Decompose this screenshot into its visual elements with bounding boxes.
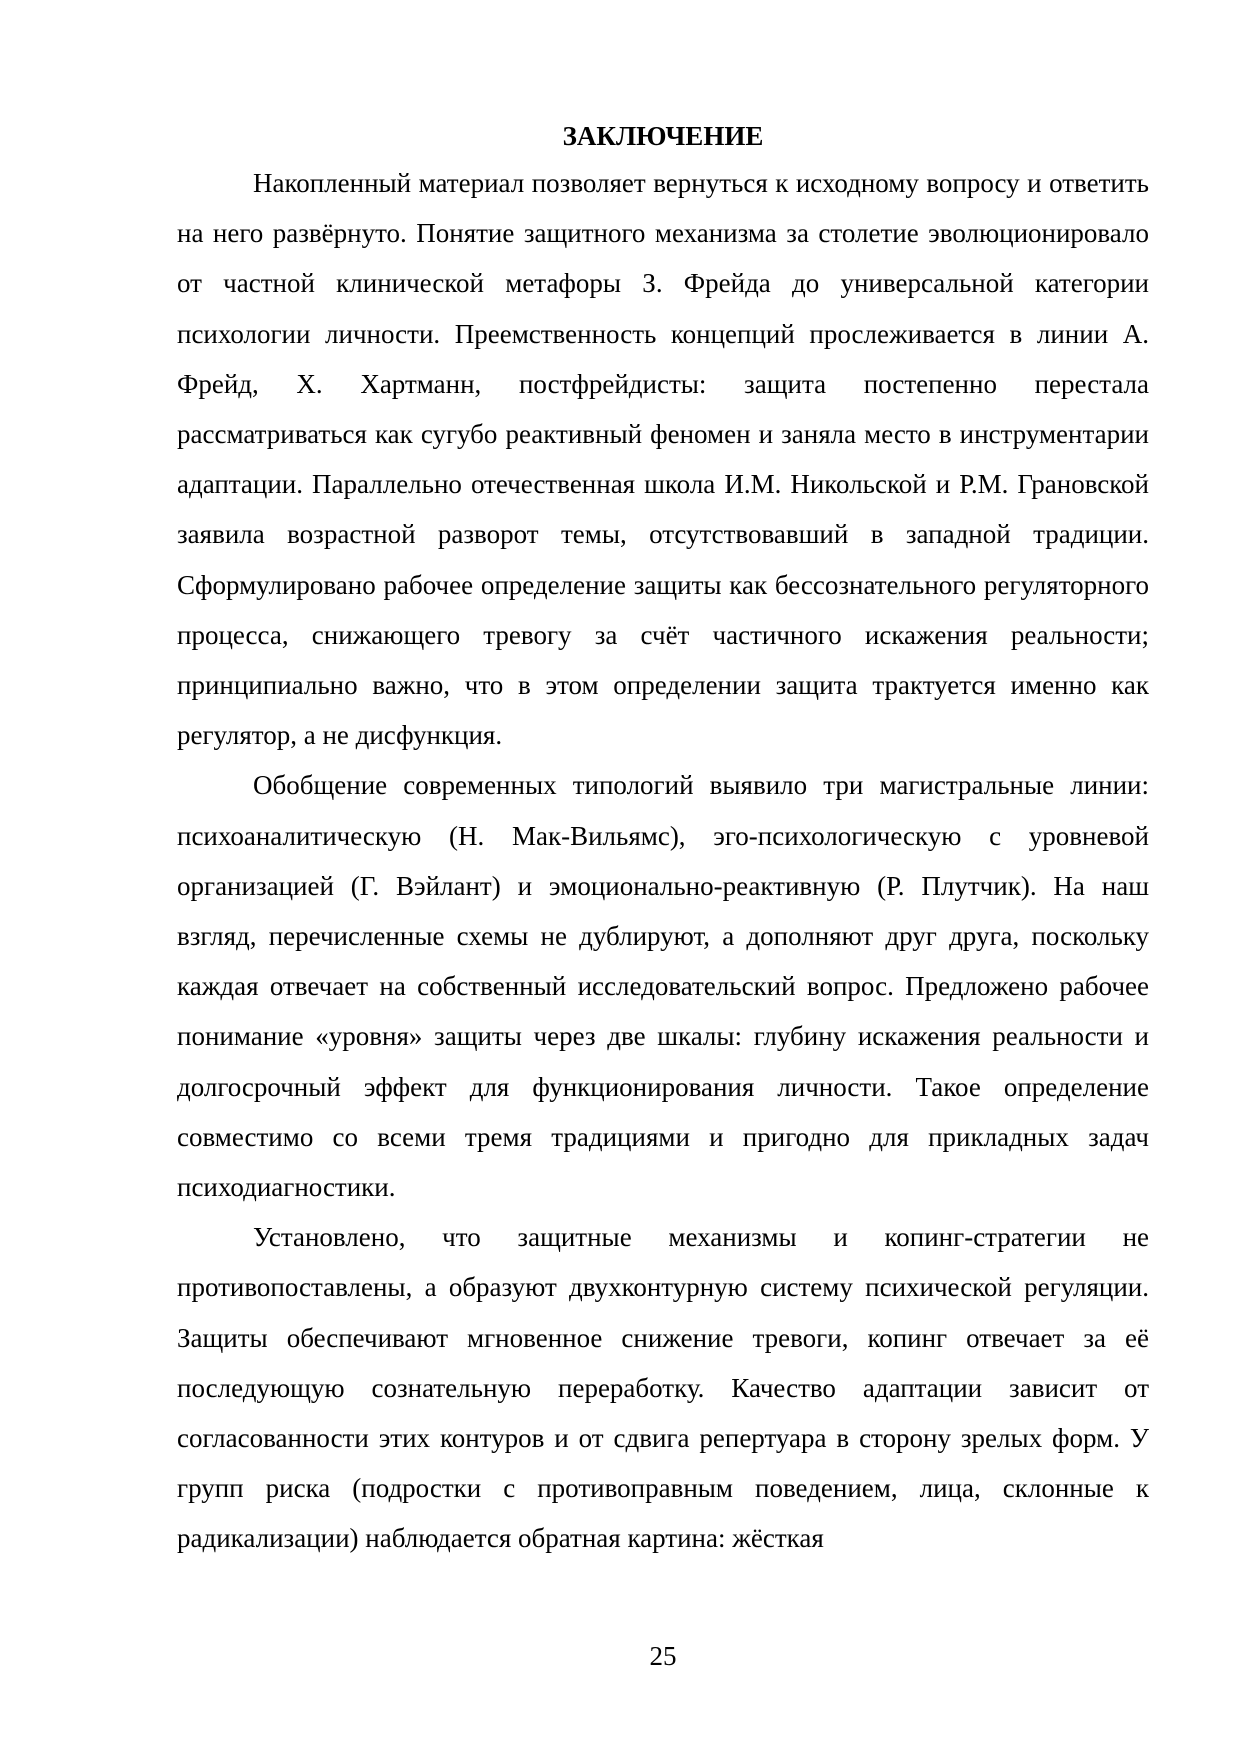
page-number: 25 xyxy=(649,1641,677,1671)
paragraph-2: Обобщение современных типологий выявило три магистральные линии: психоаналитическую (Н. Мак-Вильямс), эго-психологическую с уровневой организацией (Г. Вэйлант) и эмоционально-реактивную (Р. Плутчик). На наш взгляд, перечисленные схемы не дублируют, а дополняют друг друга, поскольку каждая отвечает на собственный исследовательский вопрос. Предложено рабочее понимание «уровня» защиты через две шкалы: глубину искажения реальности и долгосрочный эффект для функционирования личности. Такое определение совместимо со всеми тремя традициями и пригодно для прикладных задач психодиагностики. xyxy=(177,770,1149,1203)
section-heading: ЗАКЛЮЧЕНИЕ xyxy=(562,121,764,151)
paragraph-1: Накопленный материал позволяет вернуться к исходному вопросу и ответить на него развёрнуто. Понятие защитного механизма за столетие эволюционировало от частной клинической метафоры З. Фрейда до универсальной категории психологии личности. Преемственность концепций прослеживается в линии А. Фрейд, Х. Хартманн, постфрейдисты: защита постепенно перестала рассматриваться как сугубо реактивный феномен и заняла место в инструментарии адаптации. Параллельно отечественная школа И.М. Никольской и Р.М. Грановской заявила возрастной разворот темы, отсутствовавший в западной традиции. Сформулировано рабочее определение защиты как бессознательного регуляторного процесса, снижающего тревогу за счёт частичного искажения реальности; принципиально важно, что в этом определении защита трактуется именно как регулятор, а не дисфункция. xyxy=(177,168,1149,751)
body-text xyxy=(177,158,1149,1564)
paragraph-3: Установлено, что защитные механизмы и копинг-стратегии не противопоставлены, а образуют двухконтурную систему психической регуляции. Защиты обеспечивают мгновенное снижение тревоги, копинг отвечает за её последующую сознательную переработку. Качество адаптации зависит от согласованности этих контуров и от сдвига репертуара в сторону зрелых форм. У групп риска (подростки с противоправным поведением, лица, склонные к радикализации) наблюдается обратная картина: жёсткая xyxy=(177,1222,1149,1554)
